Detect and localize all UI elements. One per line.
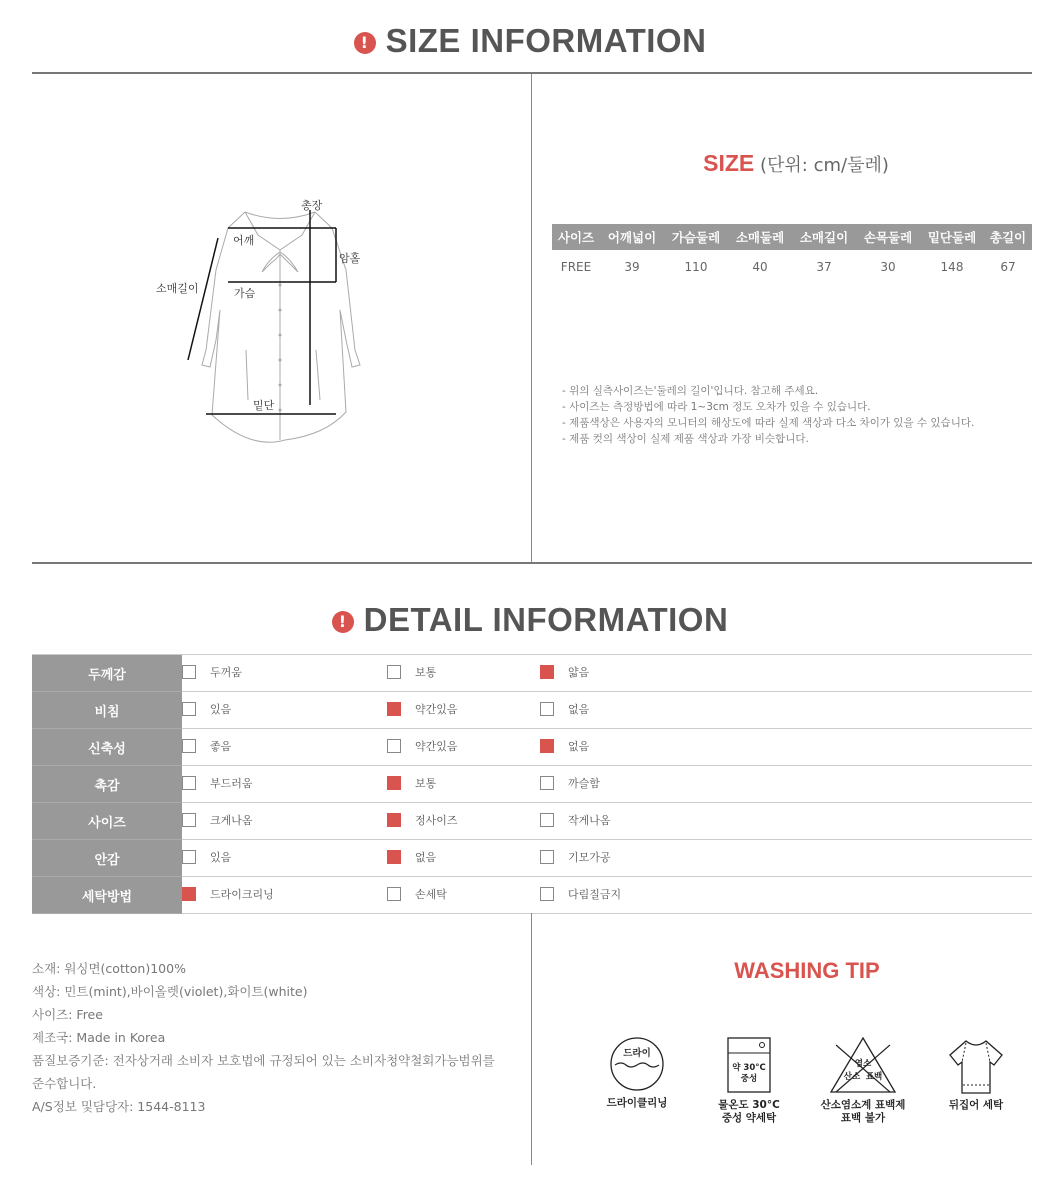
detail-option-label: 없음 <box>568 703 590 716</box>
detail-option <box>387 738 458 754</box>
checkbox-empty-icon <box>182 850 196 864</box>
water-temp-label-2: 중성 약세탁 <box>721 1112 777 1124</box>
note-line: - 제품색상은 사용자의 모니터의 해상도에 따라 실제 색상과 다소 차이가 있을 수 있습니다. <box>562 417 975 429</box>
label-sleeve-length: 소매길이 <box>156 282 199 295</box>
size-heading: SIZE (단위: cm/둘레) <box>703 150 889 176</box>
label-total-length: 총장 <box>301 199 323 212</box>
detail-option-label: 좋음 <box>210 740 232 753</box>
detail-option-label: 보통 <box>415 777 437 790</box>
checkbox-checked-icon <box>182 887 196 901</box>
inside-out-icon <box>946 1035 1006 1095</box>
detail-row <box>32 840 1032 877</box>
detail-option <box>540 886 621 902</box>
detail-row-label: 촉감 <box>32 766 182 803</box>
detail-option <box>540 738 589 754</box>
detail-option <box>387 812 458 828</box>
detail-option-label: 없음 <box>415 851 437 864</box>
water-temp-icon <box>725 1035 773 1095</box>
alert-icon: ! <box>332 611 354 633</box>
checkbox-empty-icon <box>387 739 401 753</box>
checkbox-empty-icon <box>540 887 554 901</box>
detail-option <box>387 775 436 791</box>
size-table-header: 소매길이 <box>792 224 856 250</box>
size-table-cell: 39 <box>624 260 640 274</box>
water-temp-icon-text: 중성 <box>740 1074 758 1084</box>
checkbox-checked-icon <box>540 665 554 679</box>
detail-row-label: 비침 <box>32 692 182 729</box>
detail-option <box>182 849 231 865</box>
detail-option-label: 정사이즈 <box>415 814 458 827</box>
checkbox-empty-icon <box>182 813 196 827</box>
water-temp-icon-text: 약 30°C <box>732 1063 766 1073</box>
detail-option <box>387 849 436 865</box>
detail-option <box>182 886 274 902</box>
size-table-header: 사이즈 <box>552 224 600 250</box>
size-table-header: 어깨넓이 <box>600 224 664 250</box>
size-table-cell: 40 <box>752 260 768 274</box>
detail-option <box>182 738 231 754</box>
size-table <box>552 224 1032 284</box>
alert-icon: ! <box>354 32 376 54</box>
detail-table <box>32 654 1032 914</box>
size-table-header: 총길이 <box>984 224 1032 250</box>
no-bleach-icon-text: 염소 <box>854 1059 872 1069</box>
size-table-cell: 110 <box>684 260 708 274</box>
detail-option-label: 기모가공 <box>568 851 611 864</box>
detail-option <box>387 701 458 717</box>
washing-tip-title: WASHING TIP <box>734 958 880 983</box>
size-table-header: 소매둘레 <box>728 224 792 250</box>
detail-row-label: 사이즈 <box>32 803 182 840</box>
detail-row <box>32 692 1032 729</box>
product-info-line: 제조국: Made in Korea <box>32 1030 166 1045</box>
detail-option <box>182 664 242 680</box>
dry-clean-label: 드라이클리닝 <box>606 1097 668 1109</box>
inside-out-item <box>921 1035 1031 1112</box>
detail-row <box>32 729 1032 766</box>
detail-option-label: 드라이크리닝 <box>210 888 274 901</box>
product-info-line: 사이즈: Free <box>32 1007 103 1022</box>
size-notes <box>562 383 974 447</box>
product-info-line: 소재: 워싱면(cotton)100% <box>32 961 186 976</box>
detail-option <box>540 812 611 828</box>
detail-option-label: 크게나옴 <box>210 814 253 827</box>
checkbox-empty-icon <box>387 887 401 901</box>
note-line: - 제품 컷의 색상이 실제 제품 색상과 가장 비슷합니다. <box>562 433 809 445</box>
detail-row-label: 안감 <box>32 840 182 877</box>
inside-out-label: 뒤집어 세탁 <box>948 1099 1004 1111</box>
detail-option <box>540 775 600 791</box>
detail-option <box>182 812 253 828</box>
detail-row <box>32 877 1032 914</box>
note-line: - 위의 실측사이즈는'둘레의 길이'입니다. 참고해 주세요. <box>562 385 819 397</box>
no-bleach-icon-text: 산소 <box>843 1072 861 1082</box>
size-table-cell: FREE <box>560 260 592 274</box>
checkbox-checked-icon <box>387 702 401 716</box>
detail-information-title: ! DETAIL INFORMATION <box>0 601 1060 639</box>
size-information-title: ! SIZE INFORMATION <box>0 22 1060 60</box>
checkbox-empty-icon <box>182 776 196 790</box>
product-info-line: 색상: 민트(mint),바이올렛(violet),화이트(white) <box>32 984 308 999</box>
dry-clean-item <box>582 1035 692 1110</box>
dry-clean-icon <box>609 1035 665 1093</box>
label-shoulder: 어깨 <box>233 234 255 247</box>
size-table-header: 밑단둘레 <box>920 224 984 250</box>
label-hem: 밑단 <box>253 399 275 412</box>
checkbox-empty-icon <box>182 702 196 716</box>
detail-row-label: 세탁방법 <box>32 877 182 914</box>
detail-row <box>32 655 1032 692</box>
detail-option <box>182 701 231 717</box>
size-table-cell: 37 <box>816 260 832 274</box>
size-table-cell: 67 <box>1000 260 1016 274</box>
checkbox-empty-icon <box>387 665 401 679</box>
dry-clean-icon-text: 드라이 <box>623 1048 651 1059</box>
vertical-divider <box>531 74 532 563</box>
detail-option-label: 작게나옴 <box>568 814 611 827</box>
checkbox-empty-icon <box>540 850 554 864</box>
checkbox-empty-icon <box>182 739 196 753</box>
checkbox-empty-icon <box>540 702 554 716</box>
water-temp-item <box>694 1035 804 1125</box>
no-bleach-label-1: 산소염소계 표백제 <box>820 1099 906 1111</box>
product-info-line: 품질보증기준: 전자상거래 소비자 보호법에 규정되어 있는 소비자청약철회가능범위를 <box>32 1053 495 1068</box>
detail-option-label: 까슬함 <box>568 777 600 790</box>
table-row <box>552 250 1032 284</box>
size-table-header: 가슴둘레 <box>664 224 728 250</box>
checkbox-checked-icon <box>387 813 401 827</box>
detail-option <box>540 849 611 865</box>
detail-option <box>387 664 436 680</box>
divider <box>32 562 1032 564</box>
checkbox-checked-icon <box>540 739 554 753</box>
size-table-cell: 148 <box>940 260 964 274</box>
detail-option-label: 보통 <box>415 666 437 679</box>
detail-option <box>540 664 589 680</box>
product-info-line: 준수합니다. <box>32 1076 97 1091</box>
no-bleach-label-2: 표백 불가 <box>840 1112 886 1124</box>
divider <box>32 72 1032 74</box>
checkbox-checked-icon <box>387 850 401 864</box>
detail-option-label: 손세탁 <box>415 888 447 901</box>
size-table-header: 손목둘레 <box>856 224 920 250</box>
note-line: - 사이즈는 측정방법에 따라 1~3cm 정도 오차가 있을 수 있습니다. <box>562 401 871 413</box>
detail-option <box>182 775 253 791</box>
product-info-line: A/S정보 및담당자: 1544-8113 <box>32 1099 206 1114</box>
checkbox-checked-icon <box>387 776 401 790</box>
detail-option-label: 있음 <box>210 703 232 716</box>
detail-option-label: 부드러움 <box>210 777 253 790</box>
checkbox-empty-icon <box>182 665 196 679</box>
detail-option <box>387 886 447 902</box>
no-bleach-icon-text: 표백 <box>865 1072 883 1082</box>
product-info <box>32 957 532 1118</box>
size-table-cell: 30 <box>880 260 896 274</box>
no-bleach-item <box>808 1035 918 1125</box>
detail-option-label: 약간있음 <box>415 740 458 753</box>
detail-row <box>32 766 1032 803</box>
detail-option-label: 얇음 <box>568 666 590 679</box>
water-temp-label-1: 물온도 30°C <box>718 1099 780 1111</box>
detail-option <box>540 701 589 717</box>
detail-option-label: 약간있음 <box>415 703 458 716</box>
label-chest: 가슴 <box>234 287 256 300</box>
checkbox-empty-icon <box>540 776 554 790</box>
no-bleach-icon <box>828 1035 898 1095</box>
detail-row-label: 두께감 <box>32 655 182 692</box>
detail-option-label: 없음 <box>568 740 590 753</box>
detail-row <box>32 803 1032 840</box>
detail-option-label: 두꺼움 <box>210 666 242 679</box>
detail-option-label: 다림질금지 <box>568 888 622 901</box>
label-armhole: 암홀 <box>339 252 361 265</box>
checkbox-empty-icon <box>540 813 554 827</box>
detail-option-label: 있음 <box>210 851 232 864</box>
detail-row-label: 신축성 <box>32 729 182 766</box>
